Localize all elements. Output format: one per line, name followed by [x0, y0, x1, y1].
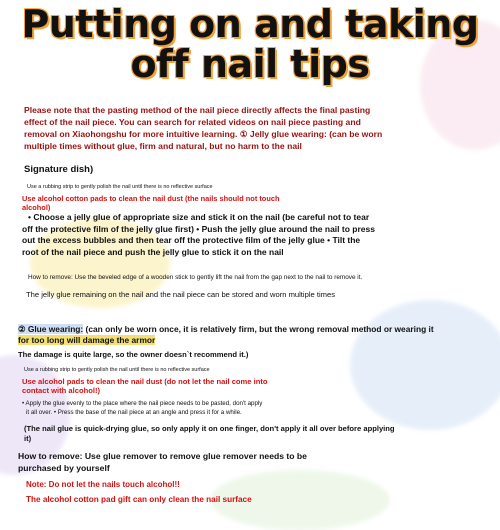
intro-line-1: Please note that the pasting method of the nail piece directly affects the final pasting — [24, 105, 371, 115]
section2-apply — [22, 399, 262, 417]
title-line-2: off nail tips — [130, 42, 370, 86]
intro-line-3: removal on Xiaohongshu for more intuitive learning. ① Jelly glue wearing: (can be worn — [24, 129, 383, 139]
section2-remove — [18, 451, 307, 474]
section1-alcohol — [22, 194, 279, 212]
intro-paragraph — [24, 104, 382, 152]
page-title — [0, 0, 500, 84]
section2-alcohol — [22, 377, 268, 395]
section2-quick-line-1: (The nail glue is quick-drying glue, so only apply it on one finger, don't apply it all over before applying — [24, 424, 395, 433]
section1-alcohol-line-1: Use alcohol cotton pads to clean the nail dust (the nails should not touch — [22, 194, 280, 203]
section2-line-2 — [18, 335, 434, 346]
intro-line-2: effect of the nail piece. You can search for related videos on nail piece pasting and — [24, 117, 361, 127]
section2-rubbing: Use a rubbing strip to gently polish the nail until there is no reflective surface — [24, 367, 210, 373]
section2-apply-line-2: it all over. • Press the base of the nail piece at an angle and press it for a while. — [26, 409, 242, 416]
section2-quick — [24, 424, 395, 444]
intro-line-4: multiple times without glue, firm and natural, but no harm to the nail — [24, 141, 302, 151]
section2-damage: The damage is quite large, so the owner doesn`t recommend it.) — [18, 350, 249, 359]
section1-rubbing: Use a rubbing strip to gently polish the nail until there is no reflective surface — [27, 184, 213, 190]
section2-remove-line-1: How to remove: Use glue remover to remove glue remover needs to be — [18, 451, 307, 461]
section1-steps-line-4: root of the nail piece and push the jelly glue to stick it on the nail — [22, 246, 284, 257]
decor-blob-blue — [350, 300, 500, 430]
section2-apply-line-1: • Apply the glue evenly to the place where the nail piece needs to be pasted, don't apply — [22, 400, 263, 407]
section1-steps — [22, 212, 375, 258]
section2-line-2-text: for too long will damage the armor — [18, 335, 156, 345]
section2-line-1-rest: (can only be worn once, it is relatively firm, but the wrong removal method or wearing it — [83, 324, 434, 334]
section1-remove: How to remove: Use the beveled edge of a wooden stick to gently lift the nail from the gap next to the nail to remove it. — [28, 274, 363, 281]
section2-alcohol-line-1: Use alcohol pads to clean the nail dust (do not let the nail come into — [22, 377, 268, 386]
section2-intro — [18, 324, 434, 346]
section1-steps-line-3: out the excess bubbles and then tear off the protective film of the jelly glue • Tilt the — [22, 235, 361, 245]
section1-steps-line-1: • Choose a jelly glue of appropriate size and stick it on the nail (be careful not to tear — [28, 212, 370, 222]
section1-store: The jelly glue remaining on the nail and the nail piece can be stored and worn multiple times — [26, 290, 335, 299]
section2-quick-line-2: it) — [24, 434, 32, 443]
section1-heading: Signature dish) — [24, 164, 94, 175]
section2-gift: The alcohol cotton pad gift can only clean the nail surface — [26, 495, 252, 504]
glue-wearing-marker: ② Glue wearing: — [18, 324, 84, 334]
section2-alcohol-line-2: contact with alcohol!) — [22, 386, 101, 395]
section2-remove-line-2: purchased by yourself — [18, 462, 110, 473]
section2-line-1 — [18, 324, 434, 335]
section1-steps-line-2: off the protective film of the jelly glue first) • Push the jelly glue around the nail to press — [22, 223, 375, 234]
section1-alcohol-line-2: alcohol) — [22, 203, 51, 212]
section2-note: Note: Do not let the nails touch alcohol!! — [26, 480, 180, 489]
title-line-1: Putting on and taking — [21, 2, 479, 46]
